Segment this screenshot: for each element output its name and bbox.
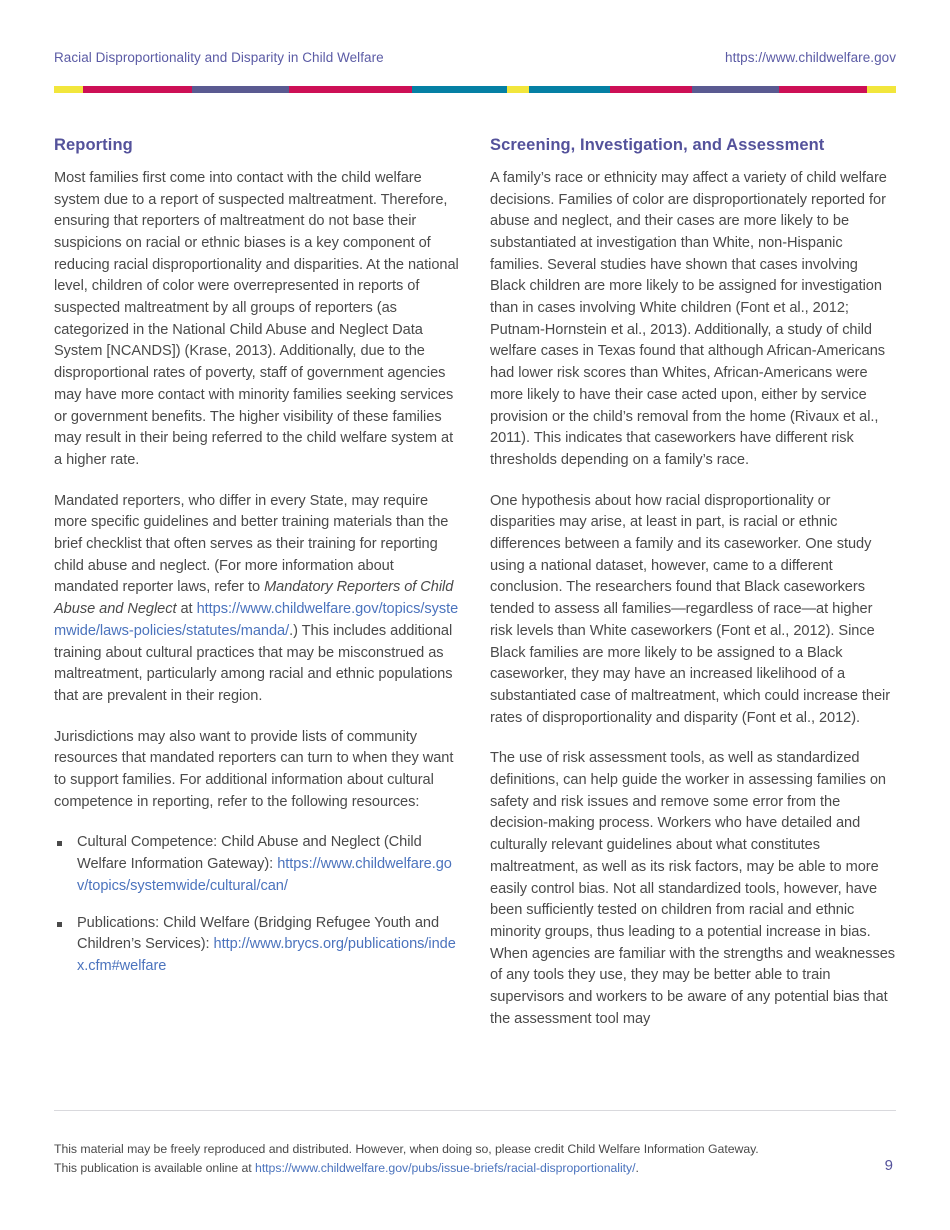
paragraph-reporting-2-text-c: .) This includes additional training about cultural practices that may be misconstrued as maltreatment, particularly among racial and ethnic populations that are prevalent in their region.: [54, 622, 453, 704]
color-bar-segment-2: [83, 86, 192, 93]
link-brycs-publications[interactable]: http://www.brycs.org/publications/index.cfm#welfare: [77, 936, 456, 974]
square-bullet-icon: [57, 841, 62, 846]
link-mandatory-reporters-statutes[interactable]: https://www.childwelfare.gov/topics/systemwide/laws-policies/statutes/manda/: [54, 601, 459, 639]
paragraph-reporting-2-text-b: at: [176, 601, 197, 618]
paragraph-reporting-2: [54, 491, 460, 708]
square-bullet-icon: [57, 922, 62, 927]
link-publication-online[interactable]: https://www.childwelfare.gov/pubs/issue-briefs/racial-disproportionality/: [255, 1160, 636, 1175]
paragraph-screening-1: A family’s race or ethnicity may affect a variety of child welfare decisions. Families of color are disproportionately reported for abuse and neglect, and their cases are more likely to be substantiated at investigation than White, non-Hispanic families. Several studies have shown that cases involving Black children are more likely to be assigned for investigation than in cases involving White children (Font et al., 2012; Putnam-Hornstein et al., 2013). Additionally, a study of child welfare cases in Texas found that although African-Americans had lower risk scores than Whites, African-Americans were more likely to have their case acted upon, either by service provision or the child’s removal from the home (Rivaux et al., 2011). This indicates that caseworkers have different risk thresholds depending on a family’s race.: [490, 169, 887, 468]
list-item: [54, 913, 460, 978]
color-bar-segment-4: [289, 86, 412, 93]
resource-list: [54, 832, 460, 977]
color-bar-segment-9: [692, 86, 779, 93]
page-header: [54, 50, 896, 74]
paragraph-reporting-3: Jurisdictions may also want to provide lists of community resources that mandated reporters can turn to when they want to support families. For additional information about cultural competence in reporting, refer to the following resources:: [54, 728, 454, 810]
color-bar-segment-7: [529, 86, 610, 93]
footer-credit-line-2-suffix: .: [635, 1160, 639, 1175]
list-item: [54, 832, 460, 897]
color-bar-segment-5: [412, 86, 507, 93]
list-item-label: Publications: Child Welfare (Bridging Refugee Youth and Children’s Services):: [77, 914, 440, 953]
page-footer: [54, 1140, 896, 1177]
paragraph-screening-3: The use of risk assessment tools, as well as standardized definitions, can help guide the worker in assessing families on safety and risk issues and remove some error from the decision-making process. Workers who have detailed and culturally relevant guidelines about what constitutes maltreatment, as well as its risk factors, may be able to more easily control bias. Not all standardized tools, however, have been sufficiently tested on children from racial and ethnic minority groups, thus leading to a potential increase in bias. When agencies are familiar with the strengths and weaknesses of any tools they use, they may be better able to train supervisors and workers to be aware of any potential bias that the assessment tool may: [490, 750, 896, 1027]
left-column: [54, 136, 460, 1031]
paragraph-reporting-1: Most families first come into contact with the child welfare system due to a report of suspected maltreatment. Therefore, ensuring that reporters of maltreatment do not base their suspicions on racial or ethnic biases is a key component of reducing racial disproportionality and disparities. At the national level, children of color were overrepresented in reports of suspected maltreatment by all groups of reporters (as categorized in the National Child Abuse and Neglect Data System [NCANDS]) (Krase, 2013). Additionally, due to the disproportional rates of poverty, staff of government agencies may have more contact with minority families seeking services or government benefits. The higher visibility of these families may result in their being referred to the child welfare system at a higher rate.: [54, 169, 459, 468]
header-document-title: Racial Disproportionality and Disparity in Child Welfare: [54, 50, 384, 65]
paragraph-screening-2: One hypothesis about how racial disproportionality or disparities may arise, at least in part, is racial or ethnic differences between a family and its caseworker. One study using a national dataset, however, came to a different conclusion. The researchers found that Black caseworkers tended to assess all families—regardless of race—at higher risk levels than White caseworkers (Font et al., 2012). Since Black families are more likely to be assigned to a Black caseworker, they may have an increased likelihood of a substantiated case of maltreatment, which could increase their rates of disproportionality and disparity (Font et al., 2012).: [490, 492, 891, 726]
color-bar-segment-10: [779, 86, 867, 93]
page-number: 9: [884, 1157, 893, 1174]
footer-credit-line-2-prefix: This publication is available online at: [54, 1160, 256, 1175]
color-bar-segment-3: [192, 86, 289, 93]
decorative-color-bar: [54, 86, 896, 93]
color-bar-segment-1: [54, 86, 83, 93]
color-bar-segment-8: [610, 86, 691, 93]
footer-credit-line-2: [54, 1159, 759, 1178]
paragraph-reporting-2-text-a: Mandated reporters, who differ in every State, may require more specific guidelines and better training materials than the brief checklist that often serves as their training for reporting child abuse and neglect. (For more information about mandated reporter laws, refer to: [54, 492, 449, 596]
list-item-label: Cultural Competence: Child Abuse and Neglect (Child Welfare Information Gateway):: [77, 834, 422, 873]
section-heading-reporting: Reporting: [54, 136, 133, 154]
color-bar-segment-6: [507, 86, 529, 93]
header-website-url[interactable]: https://www.childwelfare.gov: [725, 50, 896, 65]
footer-credit-text: [54, 1140, 759, 1177]
color-bar-segment-11: [867, 86, 896, 93]
content-columns: [54, 136, 896, 1031]
footer-credit-line-1: This material may be freely reproduced and distributed. However, when doing so, please credit Child Welfare Information Gateway.: [54, 1142, 759, 1156]
section-heading-screening-investigation-assessment: Screening, Investigation, and Assessment: [490, 136, 825, 154]
link-cultural-competence-can[interactable]: https://www.childwelfare.gov/topics/systemwide/cultural/can/: [77, 856, 452, 894]
right-column: [490, 136, 896, 1031]
footer-divider: [54, 1110, 896, 1111]
publication-title-mandatory-reporters: Mandatory Reporters of Child Abuse and Neglect: [54, 579, 454, 618]
